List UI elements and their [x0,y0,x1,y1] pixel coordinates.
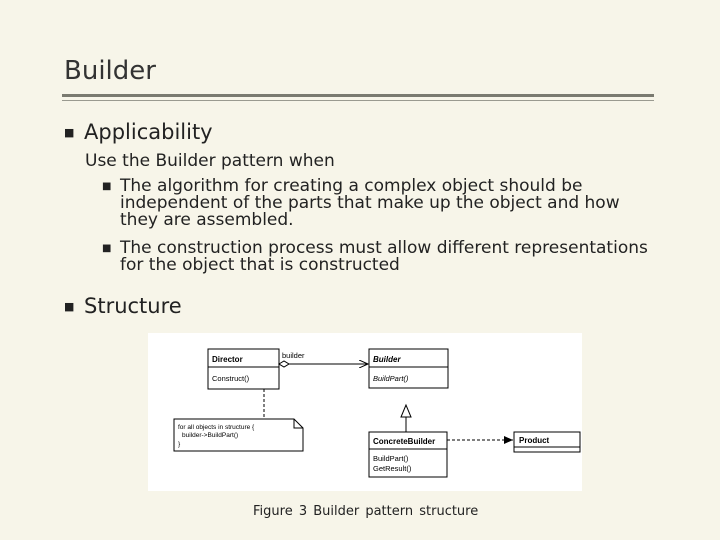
concrete-builder-name: ConcreteBuilder [373,437,436,446]
pseudocode-note [174,419,303,451]
bullet-structure [64,294,182,318]
square-bullet-icon: ■ [64,126,75,139]
slide-title: Builder [64,56,156,86]
applicability-item-text: The construction process must allow different representations for the object that is constructed [120,238,648,275]
title-rule-thick [62,94,654,97]
square-bullet-icon: ■ [102,181,112,192]
builder-operation: BuildPart() [373,374,409,383]
applicability-item-2 [102,240,660,274]
applicability-item-text: The algorithm for creating a complex object should be independent of the parts that make up the object and how they are assembled. [120,176,620,230]
builder-class [369,349,448,388]
director-name: Director [212,355,243,364]
inheritance-triangle-icon [401,405,411,417]
inheritance-relation [401,405,411,432]
note-line-1: for all objects in structure { [178,424,255,431]
aggregation-diamond-icon [279,361,289,367]
bullet-applicability [64,120,213,144]
director-operation: Construct() [212,374,250,383]
concrete-builder-operation-2: GetResult() [373,464,412,473]
concrete-builder-class [369,432,447,477]
director-class [208,349,279,389]
note-line-3: } [178,441,181,448]
structure-heading: Structure [84,294,182,318]
uml-diagram-svg [148,333,582,491]
applicability-intro: Use the Builder pattern when [85,151,335,171]
square-bullet-icon: ■ [102,243,112,254]
applicability-heading: Applicability [84,120,213,144]
title-rule-thin [62,100,654,101]
uml-diagram [148,333,582,491]
product-class [514,432,580,452]
product-name: Product [519,436,550,445]
square-bullet-icon: ■ [64,300,75,313]
association-label: builder [282,351,305,360]
aggregation-association [279,351,368,367]
figure-caption: Figure 3 Builder pattern structure [253,504,479,519]
concrete-builder-operation-1: BuildPart() [373,454,409,463]
applicability-item-1 [102,178,660,229]
note-line-2: builder->BuildPart() [182,432,239,439]
builder-name: Builder [373,355,401,364]
